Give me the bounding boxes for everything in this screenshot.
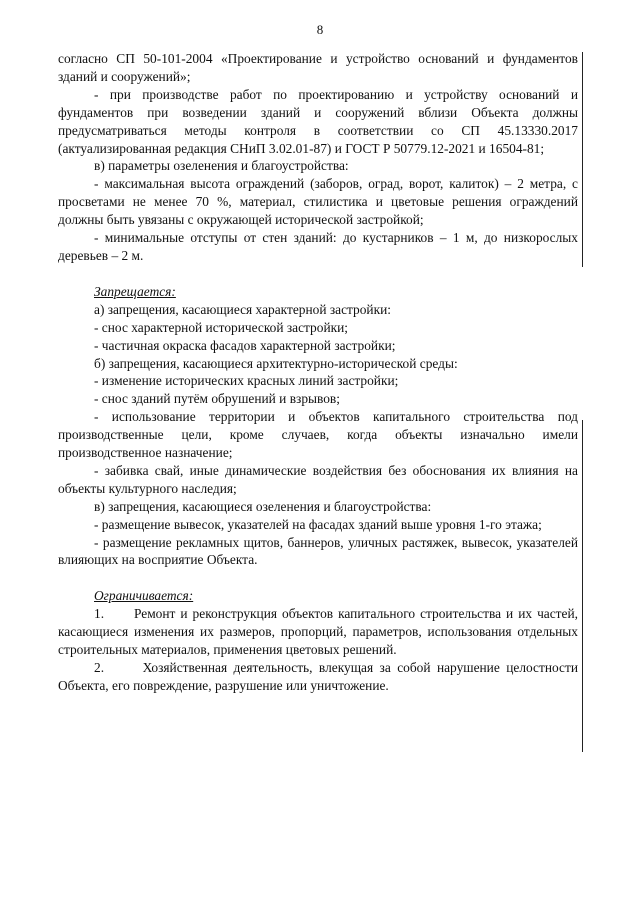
document-body: [58, 50, 578, 695]
scan-edge-line-lower: [582, 420, 583, 752]
paragraph: - при производстве работ по проектированию и устройству оснований и фундаментов при возведении зданий и сооружений вблизи Объекта должны предусматриваться методы контроля в соответствии со СП 45.13330.2017 (актуализированная редакция СНиП 3.02.01-87) и ГОСТ Р 50779.12-2021 и 16504-81;: [58, 86, 578, 156]
list-item: - изменение исторических красных линий застройки;: [94, 373, 399, 389]
numbered-item: 2. Хозяйственная деятельность, влекущая за собой нарушение целостности Объекта, его повреждение, разрушение или уничтожение.: [58, 660, 578, 693]
list-item: - размещение вывесок, указателей на фасадах зданий выше уровня 1-го этажа;: [94, 516, 542, 532]
list-item: - забивка свай, иные динамические воздействия без обоснования их влияния на объекты культурного наследия;: [58, 462, 578, 496]
paragraph: - минимальные отступы от стен зданий: до кустарников – 1 м, до низкорослых деревьев – 2 м.: [58, 230, 578, 263]
section-heading-limited: Ограничивается:: [94, 588, 194, 604]
list-item: в) запрещения, касающиеся озеленения и благоустройства:: [94, 498, 432, 514]
section-heading-prohibited: Запрещается:: [94, 283, 176, 299]
list-item: - частичная окраска фасадов характерной застройки;: [94, 337, 396, 353]
spacer: [58, 265, 578, 283]
paragraph: - максимальная высота ограждений (заборов, оград, ворот, калиток) – 2 метра, с просветами не менее 70 %, материал, стилистика и цветовые решения ограждений должны быть увязаны с окружающей исторической застройкой;: [58, 176, 578, 228]
paragraph: согласно СП 50-101-2004 «Проектирование и устройство оснований и фундаментов зданий и сооружений»;: [58, 51, 578, 84]
numbered-item: 1. Ремонт и реконструкция объектов капитального строительства и их частей, касающиеся изменения их размеров, пропорций, параметров, использования отдельных строительных материалов, применения цветовых решений.: [58, 606, 578, 658]
list-item: б) запрещения, касающиеся архитектурно-исторической среды:: [94, 355, 458, 371]
page-number: 8: [316, 22, 324, 37]
list-item: - использование территории и объектов капитального строительства под производственные цели, кроме случаев, когда объекты изначально имели производственное назначение;: [58, 409, 578, 461]
scan-edge-line: [582, 52, 583, 267]
list-item: - снос зданий путём обрушений и взрывов;: [94, 391, 340, 407]
list-item: - снос характерной исторической застройки;: [94, 319, 349, 335]
list-item: а) запрещения, касающиеся характерной застройки:: [94, 301, 391, 317]
paragraph: в) параметры озеленения и благоустройства:: [94, 158, 349, 174]
list-item: - размещение рекламных щитов, баннеров, уличных растяжек, вывесок, указателей влияющих на восприятие Объекта.: [58, 534, 578, 568]
spacer: [58, 569, 578, 587]
